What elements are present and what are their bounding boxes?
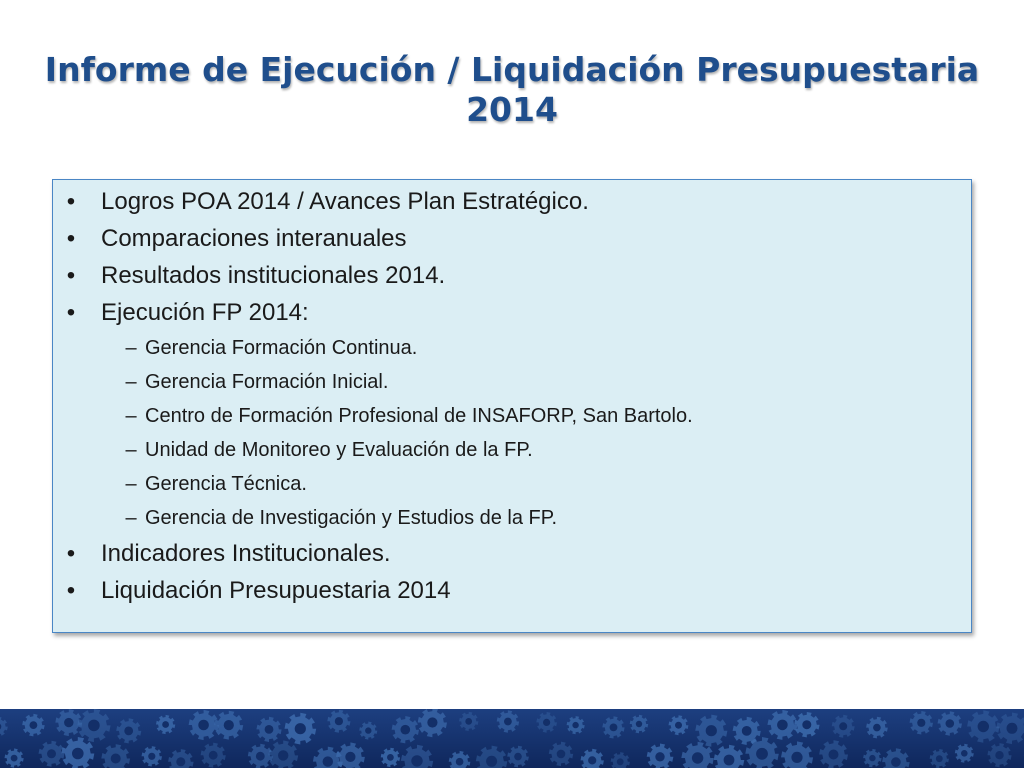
content-box <box>52 179 972 633</box>
bullet-item <box>53 294 971 331</box>
dash-marker: – <box>125 507 137 529</box>
dash-marker: – <box>125 473 137 495</box>
dash-marker: – <box>125 405 137 427</box>
dash-marker: – <box>125 337 137 359</box>
slide-title <box>20 50 1004 130</box>
slide-title-line-1: Informe de Ejecución / Liquidación Presupuestaria <box>44 50 980 89</box>
bullet-marker: • <box>66 577 76 604</box>
bullet-item <box>53 257 971 294</box>
sub-bullet-item <box>53 331 971 365</box>
sub-bullet-text: Centro de Formación Profesional de INSAFORP, San Bartolo. <box>145 405 693 427</box>
bullet-marker: • <box>66 225 76 252</box>
bullet-marker: • <box>66 299 76 326</box>
bullet-text: Ejecución FP 2014: <box>101 299 309 326</box>
gear-pattern-icon <box>0 709 1024 768</box>
sub-bullet-item <box>53 433 971 467</box>
bullet-text: Comparaciones interanuales <box>101 225 407 252</box>
bullet-text: Liquidación Presupuestaria 2014 <box>101 577 451 604</box>
bullet-item <box>53 220 971 257</box>
sub-bullet-item <box>53 501 971 535</box>
bullet-text: Resultados institucionales 2014. <box>101 262 446 289</box>
bullet-marker: • <box>66 262 76 289</box>
bullet-item <box>53 572 971 609</box>
sub-bullet-text: Gerencia Formación Continua. <box>145 337 418 359</box>
slide-title-line-2: 2014 <box>466 90 558 129</box>
bullet-item <box>53 183 971 220</box>
bullet-list <box>53 183 971 609</box>
sub-bullet-item <box>53 365 971 399</box>
footer-gear-band <box>0 709 1024 768</box>
sub-bullet-text: Gerencia Técnica. <box>145 473 307 495</box>
bullet-marker: • <box>66 540 76 567</box>
sub-bullet-text: Gerencia de Investigación y Estudios de la FP. <box>145 507 558 529</box>
sub-bullet-item <box>53 399 971 433</box>
bullet-marker: • <box>66 188 76 215</box>
dash-marker: – <box>125 371 137 393</box>
bullet-text: Logros POA 2014 / Avances Plan Estratégico. <box>101 188 589 215</box>
sub-bullet-item <box>53 467 971 501</box>
sub-bullet-text: Unidad de Monitoreo y Evaluación de la FP. <box>145 439 533 461</box>
bullet-text: Indicadores Institucionales. <box>101 540 391 567</box>
dash-marker: – <box>125 439 137 461</box>
sub-bullet-text: Gerencia Formación Inicial. <box>145 371 389 393</box>
bullet-item <box>53 535 971 572</box>
